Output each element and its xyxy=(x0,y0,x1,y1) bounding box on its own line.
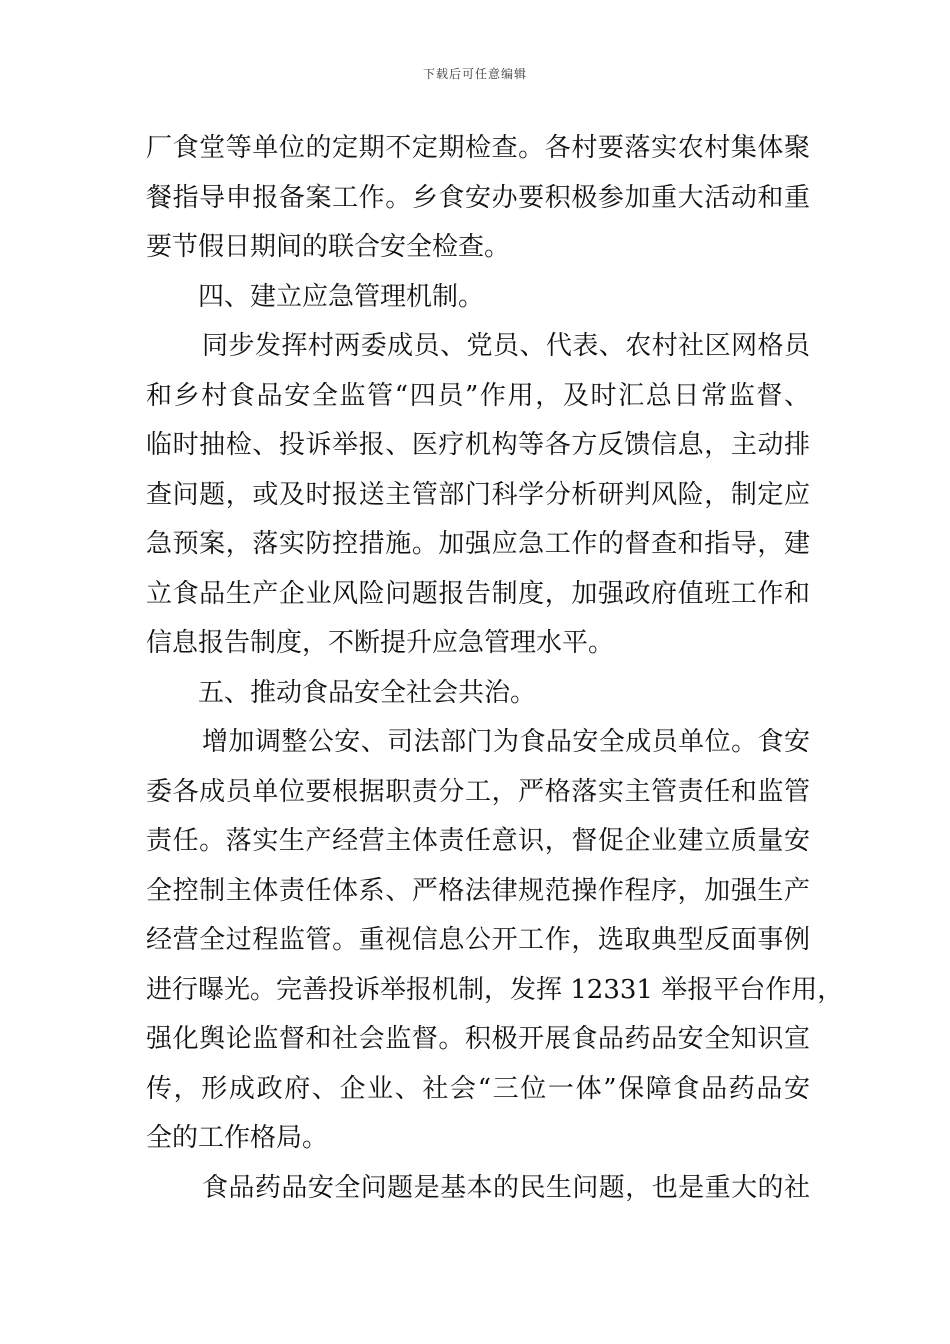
text-line: 查问题，或及时报送主管部门科学分析研判风险，制定应 xyxy=(146,479,810,510)
text-line: 信息报告制度，不断提升应急管理水平。 xyxy=(146,628,615,658)
text-line: 食品药品安全问题是基本的民生问题，也是重大的社 xyxy=(202,1172,810,1203)
text-line: 临时抽检、投诉举报、医疗机构等各方反馈信息，主动排 xyxy=(146,430,810,460)
text-line: 增加调整公安、司法部门为食品安全成员单位。食安 xyxy=(202,727,810,757)
text-line: 经营全过程监管。重视信息公开工作，选取典型反面事例 xyxy=(146,925,810,955)
text-line: 立食品生产企业风险问题报告制度，加强政府值班工作和 xyxy=(146,578,810,609)
text-line: 责任。落实生产经营主体责任意识，督促企业建立质量安 xyxy=(146,826,810,856)
text-line: 强化舆论监督和社会监督。积极开展食品药品安全知识宣 xyxy=(146,1024,810,1054)
text-line: 进行曝光。完善投诉举报机制，发挥 12331 举报平台作用， xyxy=(146,974,844,1005)
section-heading: 五、推动食品安全社会共治。 xyxy=(198,677,537,708)
text-line: 全控制主体责任体系、严格法律规范操作程序，加强生产 xyxy=(146,875,810,906)
text-line: 传，形成政府、企业、社会“三位一体”保障食品药品安 xyxy=(146,1073,810,1104)
section-heading: 四、建立应急管理机制。 xyxy=(198,281,485,312)
text-line: 急预案，落实防控措施。加强应急工作的督查和指导，建 xyxy=(146,529,810,559)
text-line: 要节假日期间的联合安全检查。 xyxy=(146,232,511,262)
page-header-note: 下载后可任意编辑 xyxy=(422,67,527,81)
document-body xyxy=(146,124,844,1213)
text-line: 餐指导申报备案工作。乡食安办要积极参加重大活动和重 xyxy=(146,182,810,213)
text-line: 全的工作格局。 xyxy=(146,1123,329,1153)
text-line: 同步发挥村两委成员、党员、代表、农村社区网格员 xyxy=(202,331,810,361)
text-line: 和乡村食品安全监管“四员”作用，及时汇总日常监督、 xyxy=(146,380,810,411)
text-line: 委各成员单位要根据职责分工，严格落实主管责任和监管 xyxy=(146,776,810,807)
text-line: 厂食堂等单位的定期不定期检查。各村要落实农村集体聚 xyxy=(146,133,810,163)
